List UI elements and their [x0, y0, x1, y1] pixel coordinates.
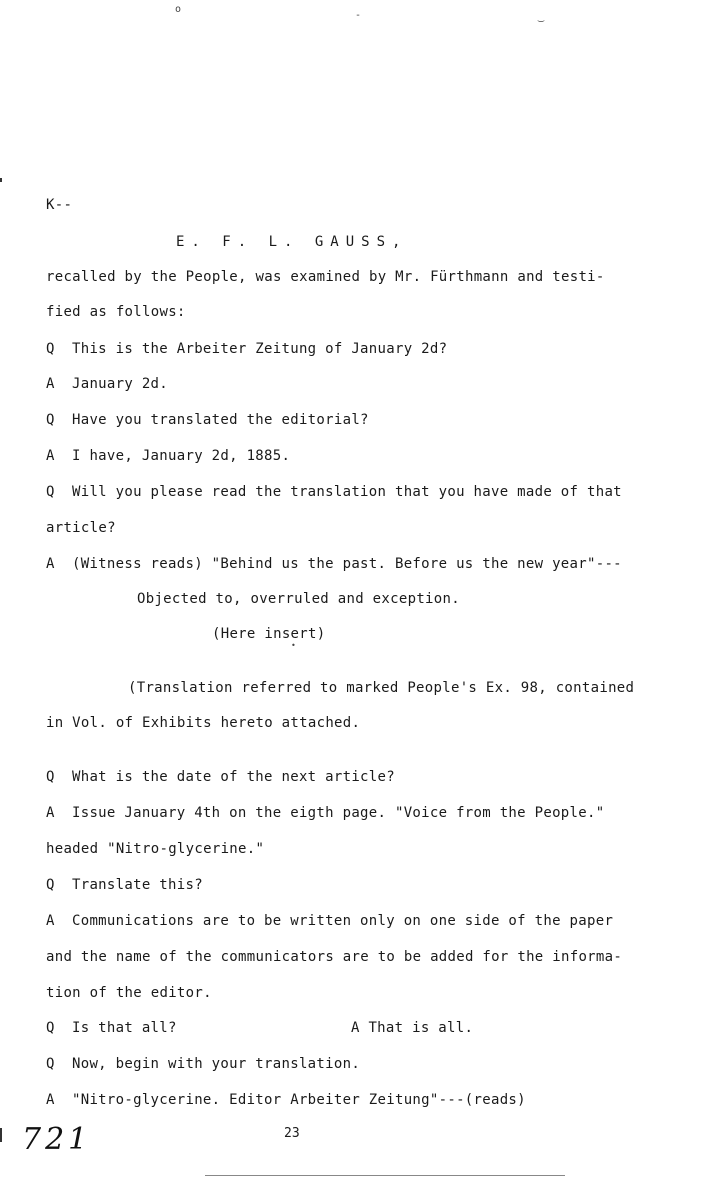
- qa-line: [46, 768, 395, 786]
- insert-note: (Here insert): [212, 626, 326, 642]
- translation-note-line-1: (Translation referred to marked People's Ex. 98, contained: [128, 680, 635, 696]
- witness-title: E. F. L. GAUSS,: [176, 234, 408, 250]
- qa-text: January 2d.: [72, 376, 169, 392]
- intro-line-2: fied as follows:: [46, 304, 186, 320]
- qa-line: [46, 1055, 360, 1073]
- qa-text: I have, January 2d, 1885.: [72, 448, 291, 464]
- speaker-label: Q: [46, 484, 55, 500]
- speaker-label: Q: [46, 877, 55, 893]
- qa-text: What is the date of the next article?: [72, 769, 395, 785]
- qa-line: [46, 804, 604, 822]
- qa-text: Will you please read the translation that you have made of that: [72, 484, 622, 500]
- page-number: 23: [284, 1126, 300, 1141]
- qa-line: [46, 912, 613, 930]
- inline-answer: A That is all.: [351, 1020, 474, 1036]
- continuation-line: article?: [46, 520, 116, 536]
- qa-line: [46, 447, 290, 465]
- qa-text: "Nitro-glycerine. Editor Arbeiter Zeitung"---(reads): [72, 1092, 526, 1108]
- speaker-label: A: [46, 448, 55, 464]
- intro-line-1: recalled by the People, was examined by Mr. Fürthmann and testi-: [46, 269, 605, 285]
- speaker-label: A: [46, 805, 55, 821]
- qa-text: (Witness reads) "Behind us the past. Before us the new year"---: [72, 556, 622, 572]
- qa-text: Now, begin with your translation.: [72, 1056, 361, 1072]
- speaker-label: A: [46, 376, 55, 392]
- header-mark: K--: [46, 197, 73, 213]
- qa-line: [46, 483, 622, 501]
- qa-line: [46, 1019, 177, 1037]
- qa-line: [46, 340, 447, 358]
- qa-text: Is that all?: [72, 1020, 177, 1036]
- qa-line: [46, 555, 622, 573]
- qa-text: Translate this?: [72, 877, 203, 893]
- scan-mark: -: [355, 10, 362, 21]
- bottom-scan-rule: [205, 1175, 565, 1176]
- continuation-line: tion of the editor.: [46, 985, 212, 1001]
- speaker-label: Q: [46, 1056, 55, 1072]
- continuation-line: and the name of the communicators are to be added for the informa-: [46, 949, 623, 965]
- qa-line: [46, 411, 369, 429]
- margin-tick: [0, 1128, 2, 1142]
- continuation-line: headed "Nitro-glycerine.": [46, 841, 265, 857]
- speaker-label: Q: [46, 412, 55, 428]
- handwritten-page-number: 721: [22, 1122, 92, 1157]
- scan-mark: ‿: [538, 12, 545, 23]
- speaker-label: A: [46, 913, 55, 929]
- translation-note-line-2: in Vol. of Exhibits hereto attached.: [46, 715, 361, 731]
- speaker-label: Q: [46, 341, 55, 357]
- ink-dot: •: [291, 641, 296, 650]
- margin-tick: [0, 178, 2, 182]
- qa-text: Issue January 4th on the eigth page. "Voice from the People.": [72, 805, 605, 821]
- qa-text: Have you translated the editorial?: [72, 412, 369, 428]
- speaker-label: A: [46, 556, 55, 572]
- speaker-label: Q: [46, 769, 55, 785]
- qa-line: [46, 1091, 526, 1109]
- qa-text: Communications are to be written only on one side of the paper: [72, 913, 614, 929]
- objection-line: Objected to, overruled and exception.: [137, 591, 460, 607]
- qa-text: This is the Arbeiter Zeitung of January 2d?: [72, 341, 448, 357]
- scan-mark: o: [175, 4, 182, 15]
- qa-line: [46, 375, 168, 393]
- speaker-label: A: [46, 1092, 55, 1108]
- speaker-label: Q: [46, 1020, 55, 1036]
- qa-line: [46, 876, 203, 894]
